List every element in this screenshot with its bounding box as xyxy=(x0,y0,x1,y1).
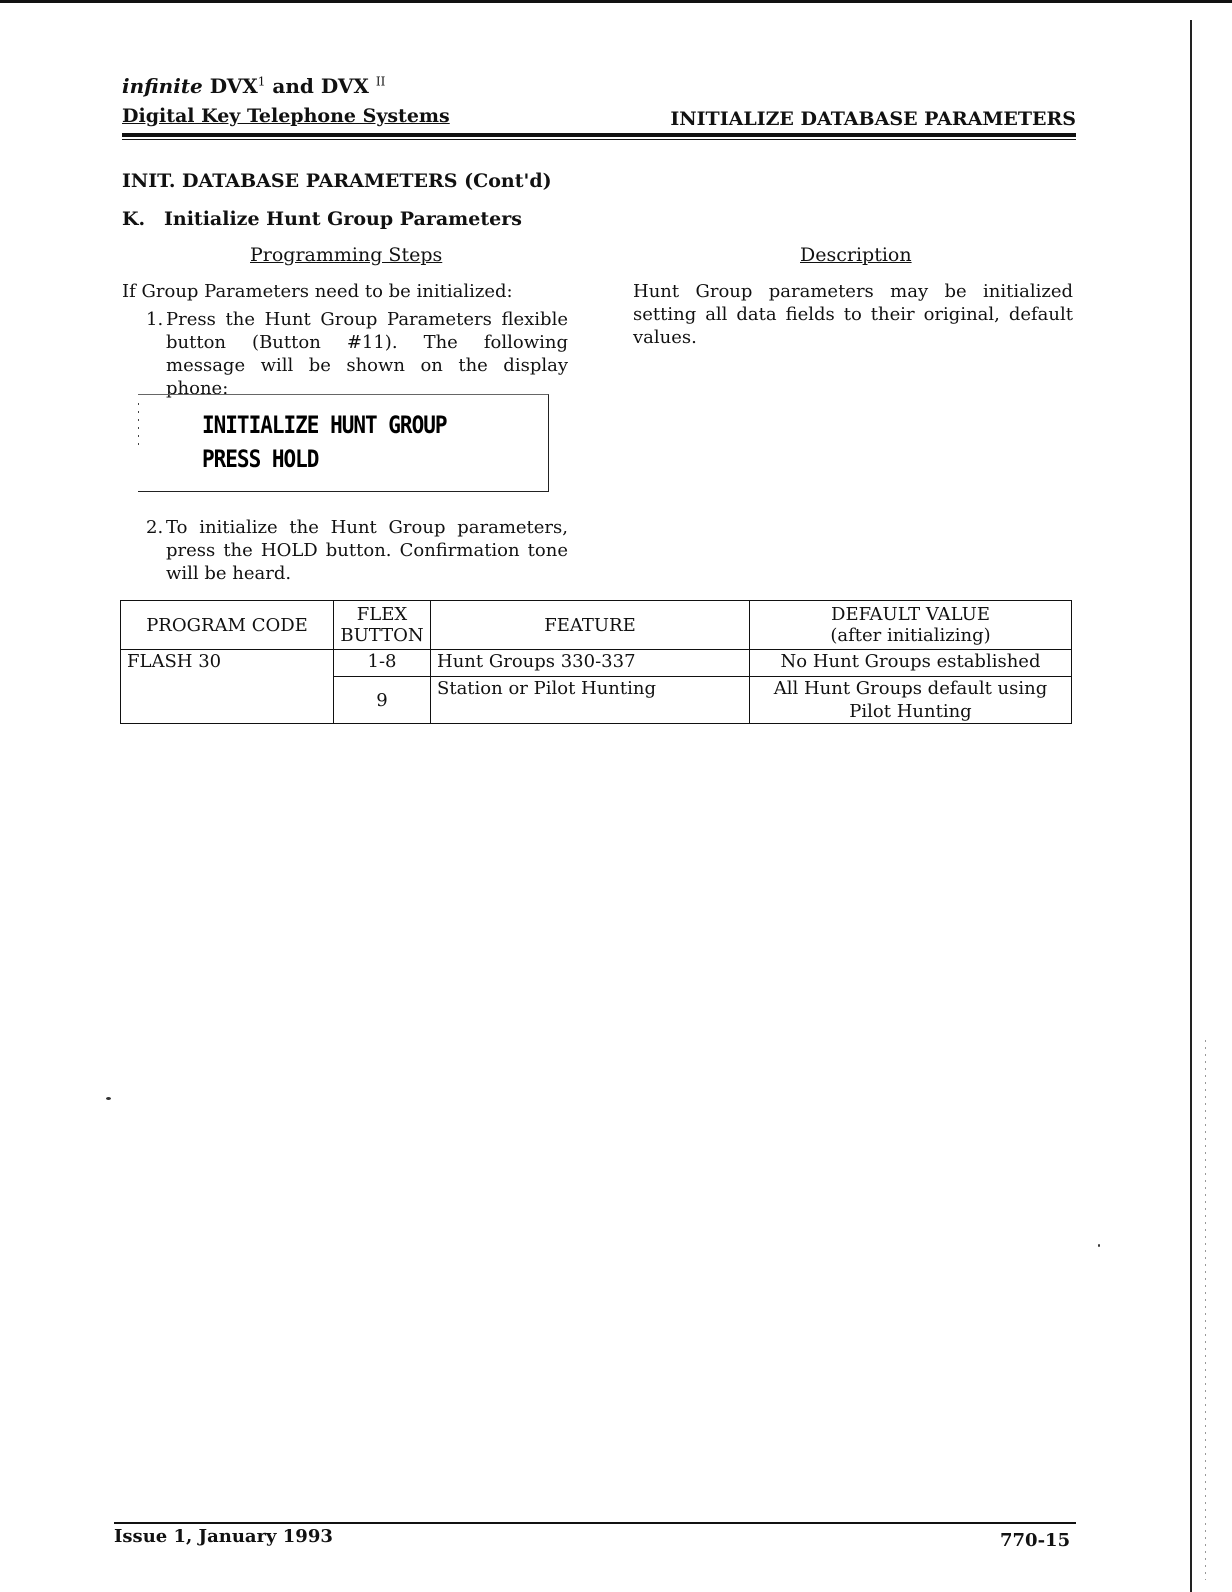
subsection-title: Initialize Hunt Group Parameters xyxy=(164,208,522,230)
cell-program-code xyxy=(121,677,334,724)
subsection-heading xyxy=(122,208,522,230)
model-a-superscript: 1 xyxy=(257,74,266,89)
model-b: and DVX xyxy=(272,74,369,98)
header-flex-button xyxy=(334,601,431,650)
step-text: Press the Hunt Group Parameters flexible button (Button #11). The following message will be shown on the display phone: xyxy=(166,309,568,399)
footer-rule xyxy=(114,1522,1076,1524)
page-top-border xyxy=(0,0,1232,3)
section-title: INIT. DATABASE PARAMETERS (Cont'd) xyxy=(122,170,552,192)
issue-date: Issue 1, January 1993 xyxy=(114,1526,333,1547)
page-edge-line xyxy=(1190,20,1192,1592)
step-text: To initialize the Hunt Group parameters, press the HOLD button. Confirmation tone will be heard. xyxy=(166,517,568,584)
cell-default xyxy=(750,677,1072,724)
cell-feature: Hunt Groups 330-337 xyxy=(431,650,750,677)
model-b-superscript: II xyxy=(375,74,386,89)
page-number: 770-15 xyxy=(1000,1530,1071,1551)
scan-speck xyxy=(106,1097,111,1100)
section-header: INITIALIZE DATABASE PARAMETERS xyxy=(670,108,1076,130)
cell-default-line-2: Pilot Hunting xyxy=(849,701,972,722)
display-line-1: INITIALIZE HUNT GROUP xyxy=(202,411,447,439)
cell-default-line-1: All Hunt Groups default using xyxy=(773,678,1048,699)
header-rule-thick xyxy=(122,133,1076,137)
display-line-2: PRESS HOLD xyxy=(202,445,319,473)
step-number: 2. xyxy=(146,517,164,538)
cell-program-code: FLASH 30 xyxy=(121,650,334,677)
cell-default-line-1: No Hunt Groups established xyxy=(780,651,1041,672)
scan-speck xyxy=(1098,1244,1100,1247)
scan-artifact-dots xyxy=(1205,1040,1206,1580)
header-flex-line-2: BUTTON xyxy=(340,625,424,646)
cell-default xyxy=(750,650,1072,677)
subsection-letter: K. xyxy=(122,208,146,230)
cell-flex: 1-8 xyxy=(334,650,431,677)
header-feature: FEATURE xyxy=(431,601,750,650)
brand-name: infinite xyxy=(122,74,203,98)
intro-text: If Group Parameters need to be initialized: xyxy=(122,281,513,302)
header-program-code: PROGRAM CODE xyxy=(121,601,334,650)
header-flex-line-1: FLEX xyxy=(356,604,408,625)
step-number: 1. xyxy=(146,309,164,330)
header-default-value xyxy=(750,601,1072,650)
document-title xyxy=(122,74,385,98)
document-subtitle: Digital Key Telephone Systems xyxy=(122,105,450,127)
header-default-line-1: DEFAULT VALUE xyxy=(831,604,990,625)
display-phone-message xyxy=(138,394,549,492)
display-border-dots xyxy=(138,403,139,447)
header-rule-thin xyxy=(122,139,1076,140)
cell-feature: Station or Pilot Hunting xyxy=(431,677,750,724)
programming-steps-heading: Programming Steps xyxy=(250,244,443,266)
description-text: Hunt Group parameters may be initialized setting all data fields to their original, default values. xyxy=(633,281,1073,348)
table-header-row xyxy=(121,601,1072,650)
table-row xyxy=(121,677,1072,724)
cell-flex: 9 xyxy=(334,677,431,724)
model-a: DVX xyxy=(209,74,258,98)
description-heading: Description xyxy=(800,244,912,266)
table-row xyxy=(121,650,1072,677)
header-default-line-2: (after initializing) xyxy=(830,625,991,646)
hunt-group-parameters-table xyxy=(120,600,1072,724)
